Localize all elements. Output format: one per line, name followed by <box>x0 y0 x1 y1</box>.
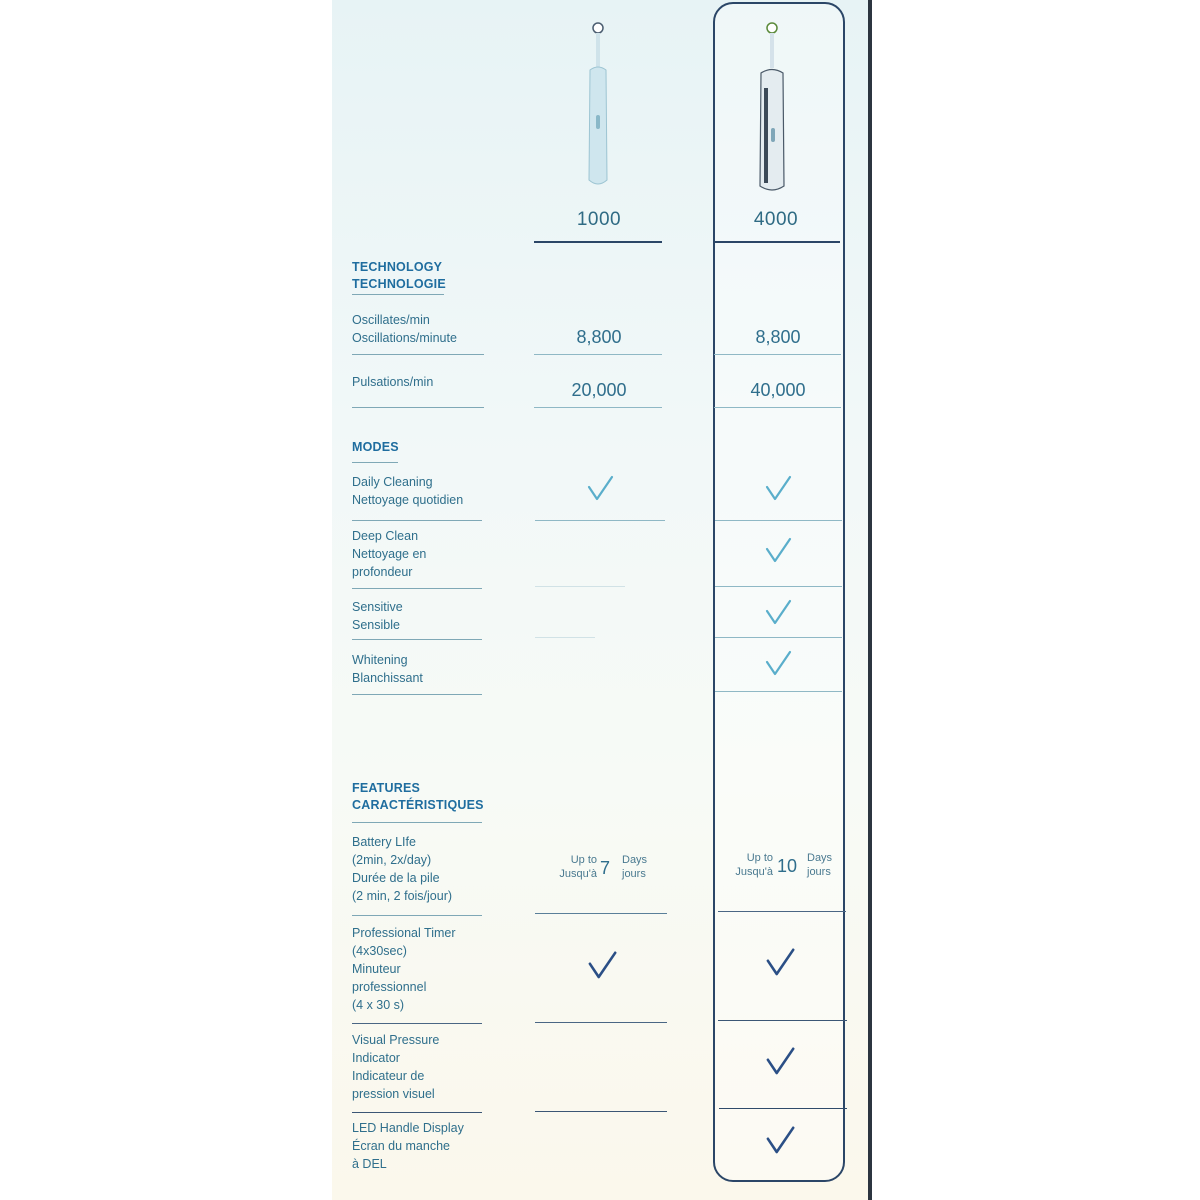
battery-prefix: Up to Jusqu'à <box>559 854 597 880</box>
label-battery-life: Battery LIfe (2min, 2x/day) Durée de la pile (2 min, 2 fois/jour) <box>352 835 453 903</box>
comparison-chart <box>332 0 868 1200</box>
check-marks-layer <box>332 0 868 1200</box>
check-icon <box>589 477 612 499</box>
section-modes: MODES <box>352 440 399 454</box>
label-led-display: LED Handle Display Écran du manche à DEL <box>352 1121 464 1171</box>
label-deep-clean: Deep Clean Nettoyage en profondeur <box>352 529 427 579</box>
value-pulsations-1000: 20,000 <box>571 380 627 400</box>
battery-suffix: Days jours <box>622 854 648 880</box>
battery-days-4000: 10 <box>777 856 798 876</box>
value-oscillations-1000: 8,800 <box>576 327 622 347</box>
check-icon <box>590 953 615 977</box>
section-technology: TECHNOLOGY TECHNOLOGIE <box>352 260 446 291</box>
model-1000-name: 1000 <box>576 209 622 230</box>
edge-shadow <box>868 0 872 1200</box>
label-pulsations: Pulsations/min <box>352 375 434 389</box>
value-pulsations-4000: 40,000 <box>750 380 806 400</box>
check-icon <box>768 1049 793 1073</box>
background-edge <box>868 0 1200 1200</box>
section-features: FEATURES CARACTÉRISTIQUES <box>352 781 484 812</box>
label-oscillations: Oscillates/min Oscillations/minute <box>352 313 457 345</box>
battery-prefix: Up to Jusqu'à <box>735 852 773 878</box>
model-4000-name: 4000 <box>753 209 799 230</box>
battery-suffix: Days jours <box>807 852 833 878</box>
label-daily-cleaning: Daily Cleaning Nettoyage quotidien <box>352 475 464 507</box>
label-sensitive: Sensitive Sensible <box>352 600 403 632</box>
battery-days-1000: 7 <box>600 858 611 878</box>
check-icon <box>768 950 793 974</box>
label-professional-timer: Professional Timer (4x30sec) Minuteur professionnel (4 x 30 s) <box>352 926 456 1012</box>
value-oscillations-4000: 8,800 <box>755 327 801 347</box>
check-icon <box>768 1128 793 1152</box>
check-icon <box>767 477 790 499</box>
check-icon <box>767 601 790 623</box>
check-icon <box>767 652 790 674</box>
label-pressure-indicator: Visual Pressure Indicator Indicateur de pression visuel <box>352 1033 440 1101</box>
check-icon <box>767 539 790 561</box>
label-whitening: Whitening Blanchissant <box>352 653 423 685</box>
